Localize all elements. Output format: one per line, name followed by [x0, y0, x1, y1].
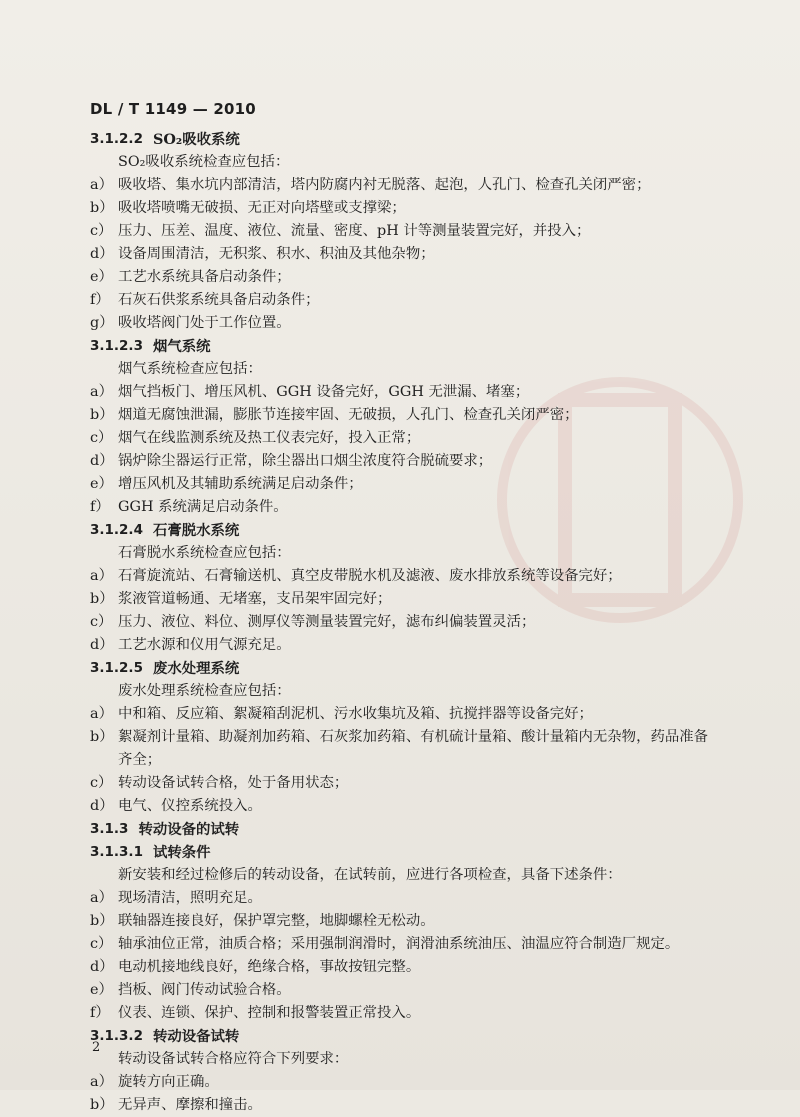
list-item-text: 压力、液位、料位、测厚仪等测量装置完好，滤布纠偏装置灵活；	[118, 614, 536, 630]
list-item	[90, 197, 730, 220]
list-marker: f）	[90, 499, 110, 515]
subsection-heading	[90, 1025, 730, 1048]
list-item-text: 旋转方向正确。	[118, 1074, 219, 1090]
subsection-heading	[90, 841, 730, 864]
list-item-text: 增压风机及其辅助系统满足启动条件；	[118, 476, 363, 492]
list-item-text: 浆液管道畅通、无堵塞，支吊架牢固完好；	[118, 591, 392, 607]
list-item-text: 无异声、摩擦和撞击。	[118, 1097, 262, 1113]
list-item	[90, 611, 730, 634]
paragraph: 烟气系统检查应包括：	[118, 361, 262, 377]
list-marker: d）	[90, 246, 114, 262]
list-item	[90, 450, 730, 473]
document-body	[90, 128, 730, 1117]
list-marker: b）	[90, 913, 114, 929]
list-marker: f）	[90, 292, 110, 308]
list-item	[90, 772, 730, 795]
list-item-text: 吸收塔喷嘴无破损、无正对向塔壁或支撑梁；	[118, 200, 406, 216]
list-marker: d）	[90, 798, 114, 814]
list-marker: c）	[90, 223, 113, 239]
list-item	[90, 726, 730, 749]
list-item	[90, 634, 730, 657]
heading-number: 3.1.2.3	[90, 338, 143, 354]
paragraph: 石膏脱水系统检查应包括：	[118, 545, 291, 561]
list-item-text: GGH 系统满足启动条件。	[118, 499, 288, 515]
list-item	[90, 381, 730, 404]
list-item	[90, 404, 730, 427]
list-item-text: 吸收塔、集水坑内部清洁，塔内防腐内衬无脱落、起泡，人孔门、检查孔关闭严密；	[118, 177, 651, 193]
list-item-text: 烟气挡板门、增压风机、GGH 设备完好，GGH 无泄漏、堵塞；	[118, 384, 530, 400]
list-item	[90, 266, 730, 289]
list-item	[90, 565, 730, 588]
heading-number: 3.1.3.2	[90, 1028, 143, 1044]
paragraph: 转动设备试转合格应符合下列要求：	[118, 1051, 349, 1067]
list-marker: e）	[90, 269, 113, 285]
heading-title: 废水处理系统	[152, 660, 240, 677]
list-item-text: 工艺水系统具备启动条件；	[118, 269, 291, 285]
list-marker: d）	[90, 959, 114, 975]
heading-title: 石膏脱水系统	[152, 522, 240, 539]
list-marker: e）	[90, 476, 113, 492]
list-marker: b）	[90, 1097, 114, 1113]
list-item	[90, 933, 730, 956]
list-item-text: 工艺水源和仪用气源充足。	[118, 637, 291, 653]
list-marker: c）	[90, 614, 113, 630]
list-item	[90, 496, 730, 519]
paragraph: SO₂吸收系统检查应包括：	[118, 154, 290, 170]
heading-number: 3.1.2.2	[90, 131, 143, 147]
list-marker: a）	[90, 706, 113, 722]
list-item-text: 石灰石供浆系统具备启动条件；	[118, 292, 320, 308]
list-marker: b）	[90, 200, 114, 216]
heading-title: 试转条件	[152, 844, 211, 861]
list-item	[90, 956, 730, 979]
list-item	[90, 1071, 730, 1094]
list-item-text: 烟道无腐蚀泄漏，膨胀节连接牢固、无破损，人孔门、检查孔关闭严密；	[118, 407, 579, 423]
list-item	[90, 795, 730, 818]
list-item	[90, 220, 730, 243]
list-item	[90, 910, 730, 933]
list-item	[90, 427, 730, 450]
list-item	[90, 243, 730, 266]
list-item-text: 锅炉除尘器运行正常，除尘器出口烟尘浓度符合脱硫要求；	[118, 453, 493, 469]
heading-number: 3.1.2.5	[90, 660, 143, 676]
list-item	[90, 312, 730, 335]
list-item	[90, 979, 730, 1002]
heading-number: 3.1.3.1	[90, 844, 143, 860]
list-item	[90, 174, 730, 197]
list-marker: g）	[90, 315, 114, 331]
list-item-text: 设备周围清洁，无积浆、积水、积油及其他杂物；	[118, 246, 435, 262]
list-item	[90, 887, 730, 910]
list-marker: a）	[90, 384, 113, 400]
list-item-text: 轴承油位正常，油质合格；采用强制润滑时，润滑油系统油压、油温应符合制造厂规定。	[118, 936, 680, 952]
list-item-text: 吸收塔阀门处于工作位置。	[118, 315, 291, 331]
list-marker: b）	[90, 407, 114, 423]
list-item-text: 絮凝剂计量箱、助凝剂加药箱、石灰浆加药箱、有机硫计量箱、酸计量箱内无杂物，药品准备	[118, 729, 709, 745]
list-item	[90, 289, 730, 312]
subsection-heading	[90, 335, 730, 358]
list-marker: c）	[90, 775, 113, 791]
list-item	[90, 1002, 730, 1025]
list-item-text: 转动设备试转合格，处于备用状态；	[118, 775, 349, 791]
list-item-text: 压力、压差、温度、液位、流量、密度、pH 计等测量装置完好，并投入；	[118, 223, 591, 239]
heading-title: SO₂吸收系统	[152, 131, 240, 148]
subsection-heading	[90, 657, 730, 680]
list-marker: d）	[90, 453, 114, 469]
list-marker: d）	[90, 637, 114, 653]
list-item-text: 电气、仪控系统投入。	[118, 798, 262, 814]
list-item	[90, 703, 730, 726]
list-item	[90, 588, 730, 611]
heading-title: 转动设备试转	[152, 1028, 240, 1045]
heading-title: 转动设备的试转	[138, 821, 240, 838]
list-marker: f）	[90, 1005, 110, 1021]
list-item-continuation: 齐全；	[118, 752, 162, 768]
list-item-text: 电动机接地线良好，绝缘合格，事故按钮完整。	[118, 959, 421, 975]
document-header: DL / T 1149 — 2010	[90, 100, 256, 118]
list-item-text: 现场清洁，照明充足。	[118, 890, 262, 906]
list-marker: b）	[90, 591, 114, 607]
list-item-text: 中和箱、反应箱、絮凝箱刮泥机、污水收集坑及箱、抗搅拌器等设备完好；	[118, 706, 593, 722]
paragraph: 新安装和经过检修后的转动设备，在试转前，应进行各项检查，具备下述条件：	[118, 867, 622, 883]
heading-number: 3.1.3	[90, 821, 129, 837]
list-marker: c）	[90, 936, 113, 952]
list-item-text: 石膏旋流站、石膏输送机、真空皮带脱水机及滤液、废水排放系统等设备完好；	[118, 568, 622, 584]
heading-number: 3.1.2.4	[90, 522, 143, 538]
list-item	[90, 473, 730, 496]
list-marker: a）	[90, 890, 113, 906]
list-marker: e）	[90, 982, 113, 998]
section-heading	[90, 818, 730, 841]
list-marker: a）	[90, 568, 113, 584]
list-marker: a）	[90, 177, 113, 193]
list-item-text: 烟气在线监测系统及热工仪表完好，投入正常；	[118, 430, 421, 446]
subsection-heading	[90, 128, 730, 151]
list-marker: b）	[90, 729, 114, 745]
heading-title: 烟气系统	[152, 338, 211, 355]
page-number: 2	[92, 1040, 101, 1055]
list-item-text: 仪表、连锁、保护、控制和报警装置正常投入。	[118, 1005, 421, 1021]
paragraph: 废水处理系统检查应包括：	[118, 683, 291, 699]
list-item	[90, 1094, 730, 1117]
subsection-heading	[90, 519, 730, 542]
list-marker: c）	[90, 430, 113, 446]
list-item-text: 挡板、阀门传动试验合格。	[118, 982, 291, 998]
list-marker: a）	[90, 1074, 113, 1090]
list-item-text: 联轴器连接良好，保护罩完整，地脚螺栓无松动。	[118, 913, 435, 929]
